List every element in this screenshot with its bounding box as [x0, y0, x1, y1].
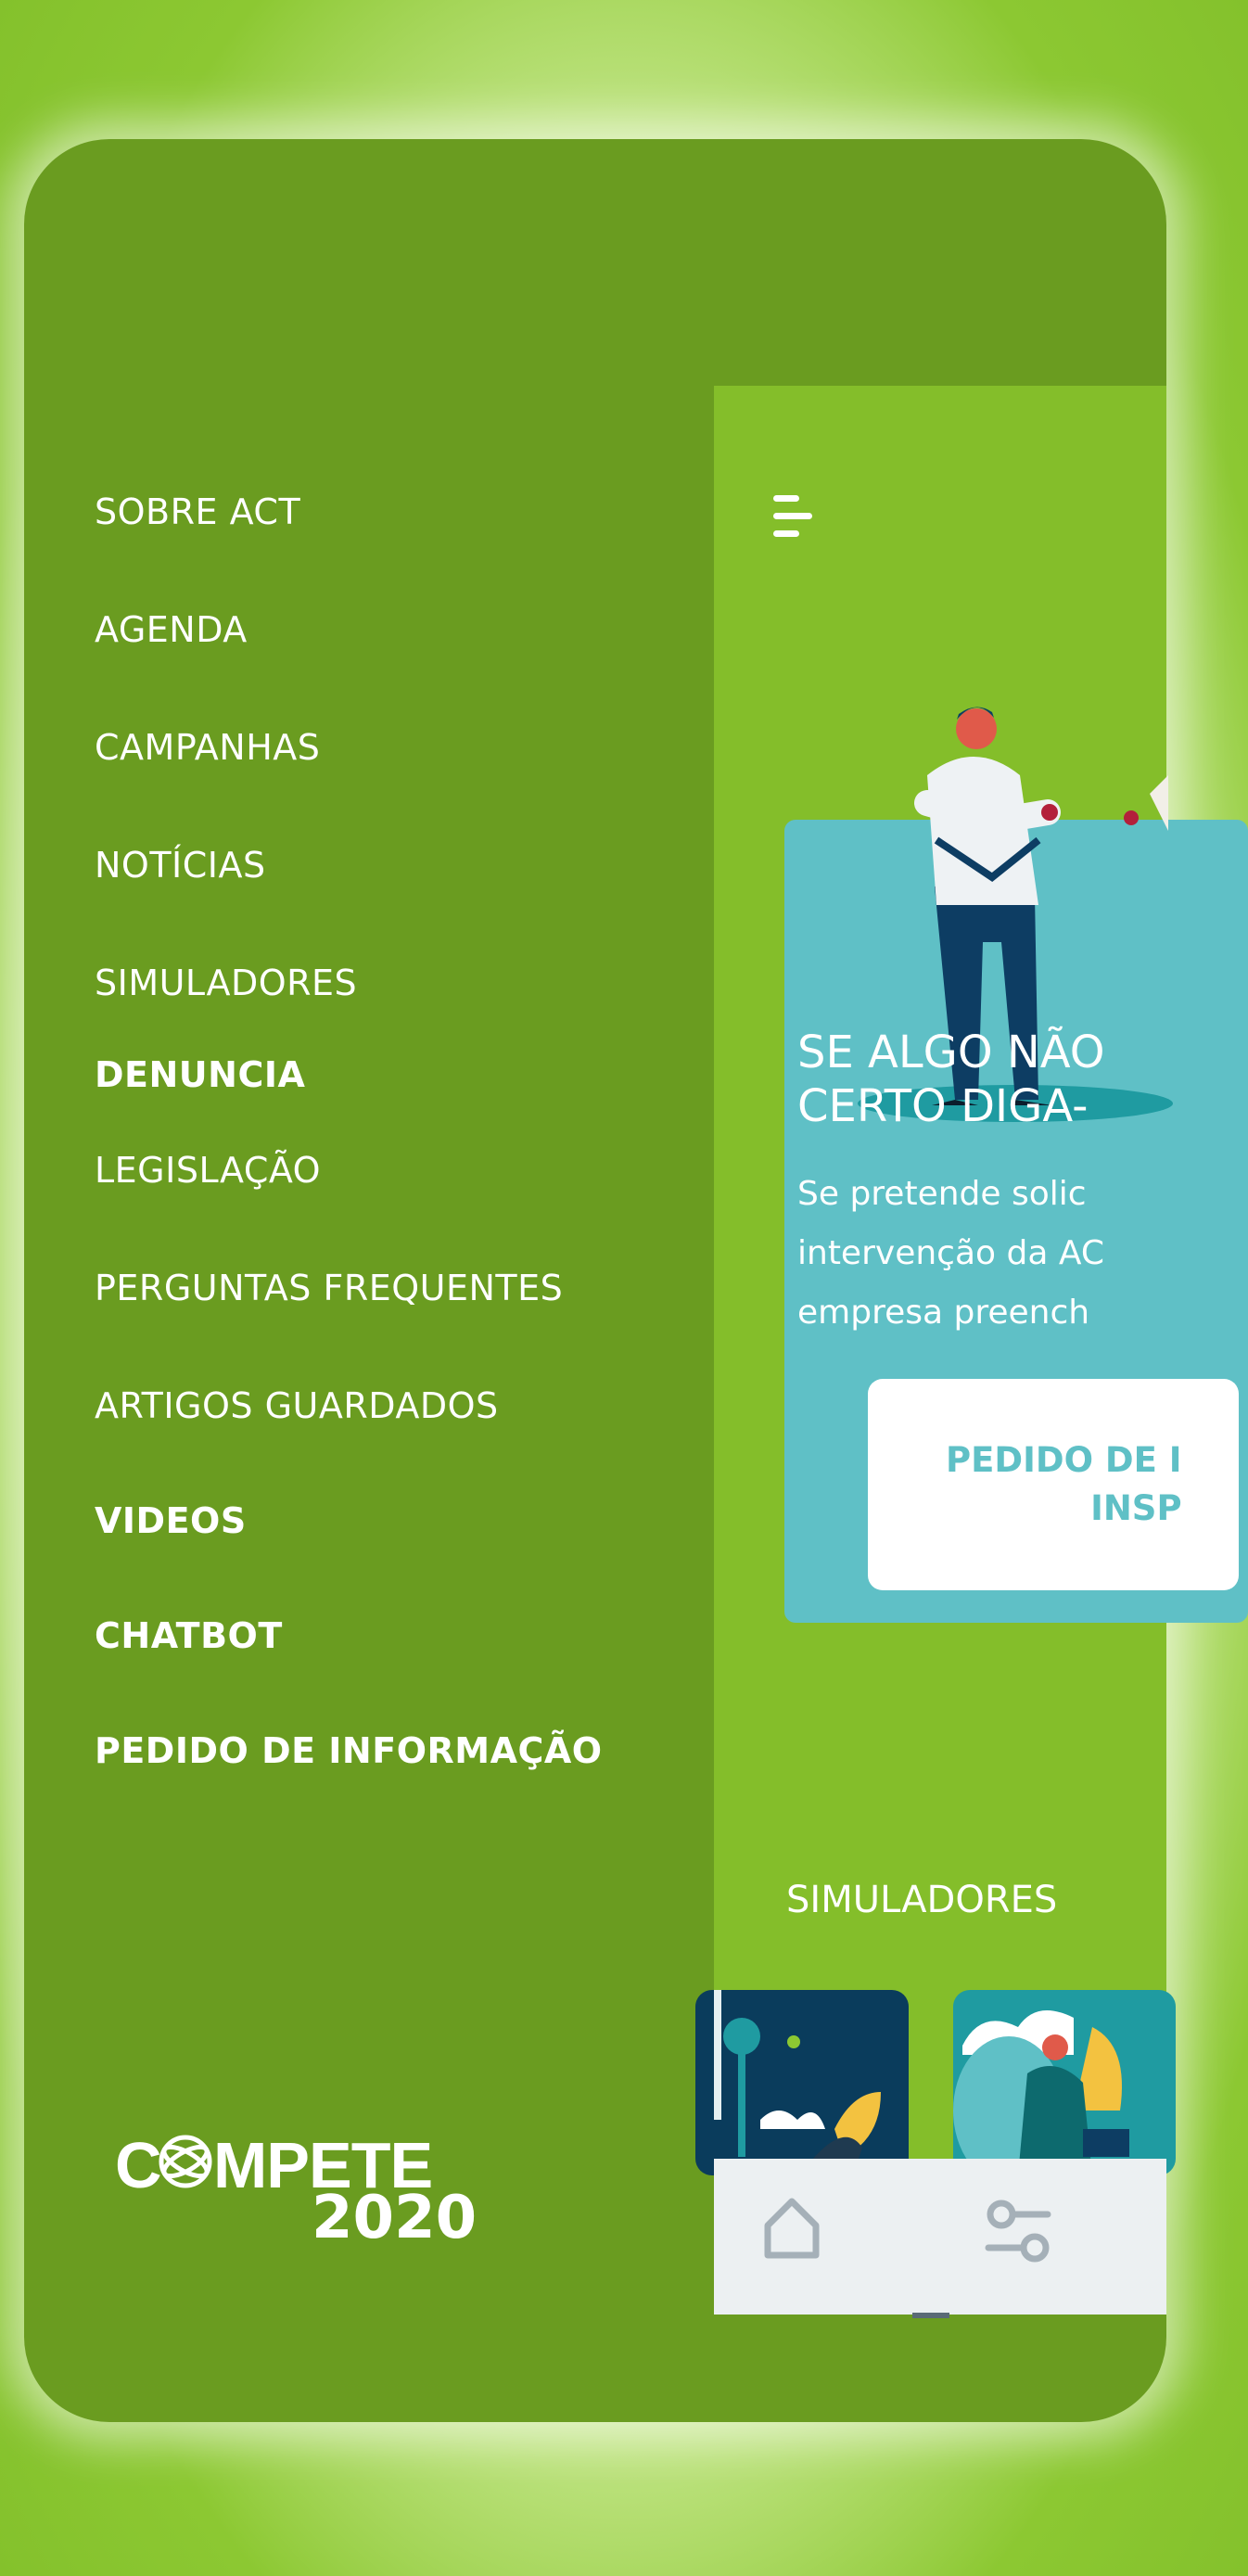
menu-item-sobre-act[interactable]: SOBRE ACT [95, 491, 301, 532]
simulator-illustration [953, 1990, 1176, 2175]
menu-item-perguntas-frequentes[interactable]: PERGUNTAS FREQUENTES [95, 1268, 564, 1308]
simulator-illustration [695, 1990, 909, 2175]
bottom-tab-bar [714, 2159, 1166, 2315]
sliders-icon[interactable] [985, 2198, 1051, 2264]
main-screen-preview[interactable] [714, 386, 1182, 2174]
menu-item-chatbot[interactable]: CHATBOT [95, 1615, 283, 1656]
simulator-thumbnail[interactable] [695, 1990, 909, 2175]
device-frame [24, 139, 1182, 2422]
logo-year: 2020 [312, 2184, 478, 2252]
menu-item-denuncia[interactable]: DENUNCIA [95, 1054, 306, 1095]
side-menu [24, 139, 714, 2422]
simuladores-section-title: SIMULADORES [786, 1879, 1058, 1921]
home-indicator [912, 2313, 949, 2318]
menu-item-legislacao[interactable]: LEGISLAÇÃO [95, 1150, 322, 1191]
menu-item-simuladores[interactable]: SIMULADORES [95, 963, 358, 1003]
svg-text:C: C [115, 2129, 161, 2201]
simulator-thumbnail[interactable] [953, 1990, 1176, 2175]
menu-item-agenda[interactable]: AGENDA [95, 609, 248, 650]
menu-icon[interactable] [773, 495, 812, 542]
svg-text:MPETE: MPETE [213, 2129, 433, 2201]
menu-item-campanhas[interactable]: CAMPANHAS [95, 727, 321, 768]
menu-item-pedido-de-informacao[interactable]: PEDIDO DE INFORMAÇÃO [95, 1730, 603, 1771]
compete-2020-logo [115, 2128, 504, 2258]
menu-item-artigos-guardados[interactable]: ARTIGOS GUARDADOS [95, 1385, 499, 1426]
menu-item-videos[interactable]: VIDEOS [95, 1500, 247, 1541]
card-description: Se pretende solic intervenção da AC empresa preench [797, 1175, 1104, 1332]
card-title: SE ALGO NÃO CERTO DIGA- [797, 1027, 1105, 1132]
menu-item-noticias[interactable]: NOTÍCIAS [95, 845, 266, 886]
pedido-inspecao-button[interactable]: PEDIDO DE I INSP [868, 1379, 1239, 1590]
home-icon[interactable] [762, 2196, 821, 2261]
